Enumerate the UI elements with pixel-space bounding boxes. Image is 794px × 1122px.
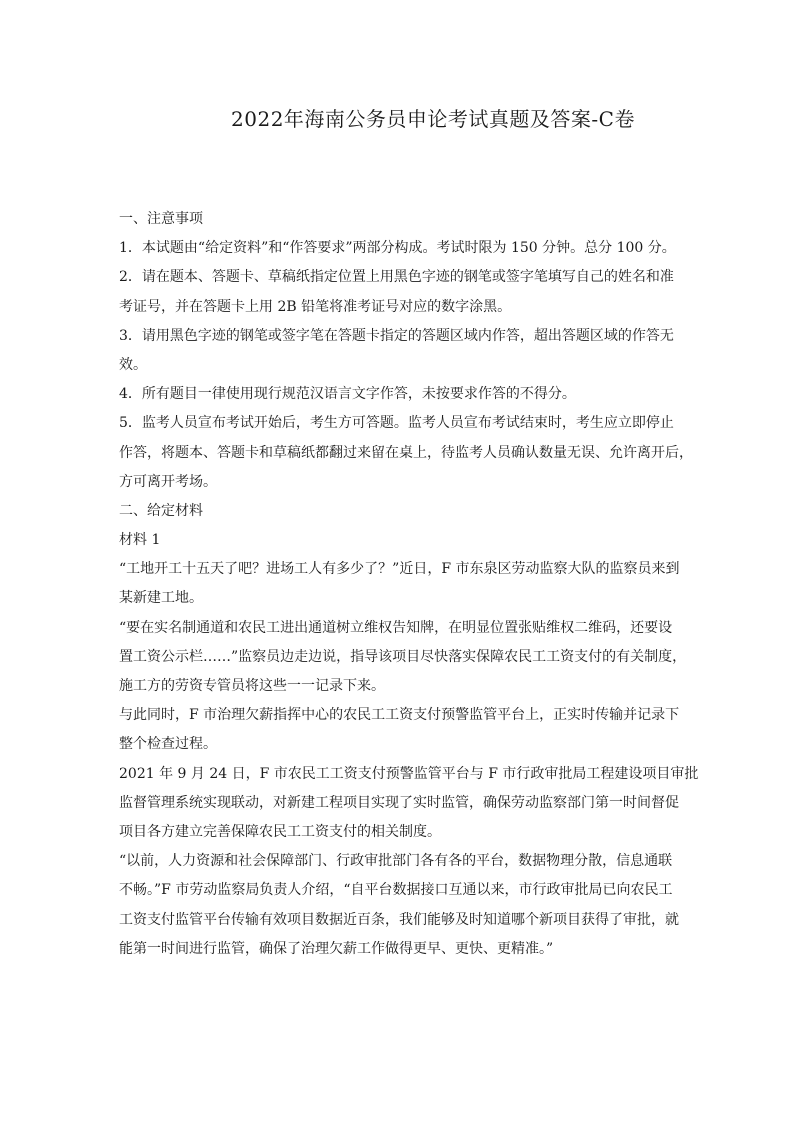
paragraph-line: “工地开工十五天了吧？进场工人有多少了？”近日，F 市东泉区劳动监察大队的监察员来到	[119, 561, 680, 578]
paragraph-line: “要在实名制通道和农民工进出通道树立维权告知牌，在明显位置张贴维权二维码，还要设	[119, 619, 673, 636]
paragraph-line: “以前，人力资源和社会保障部门、行政审批部门各有各的平台，数据物理分散，信息通联	[119, 853, 673, 870]
paragraph-line: 1．本试题由“给定资料”和“作答要求”两部分构成。考试时限为 150 分钟。总分 100 分。	[119, 240, 676, 257]
paragraph-line: 2．请在题本、答题卡、草稿纸指定位置上用黑色字迹的钢笔或签字笔填写自己的姓名和准	[119, 269, 674, 286]
document-title: 2022年海南公务员申论考试真题及答案-C卷	[231, 107, 635, 131]
document-body	[119, 205, 719, 964]
paragraph-line: 3．请用黑色字迹的钢笔或签字笔在答题卡指定的答题区域内作答，超出答题区域的作答无	[119, 327, 674, 344]
paragraph-line: 效。	[119, 356, 147, 373]
paragraph-line: 施工方的劳资专管员将这些一一记录下来。	[119, 678, 385, 694]
paragraph-line: 4．所有题目一律使用现行规范汉语言文字作答，未按要求作答的不得分。	[119, 386, 576, 403]
paragraph-line: 项目各方建立完善保障农民工工资支付的相关制度。	[119, 823, 441, 840]
paragraph-line: 5．监考人员宣布考试开始后，考生方可答题。监考人员宣布考试结束时，考生应立即停止	[119, 415, 674, 432]
paragraph-line: 整个检查过程。	[119, 736, 217, 753]
paragraph-line: 工资支付监管平台传输有效项目数据近百条，我们能够及时知道哪个新项目获得了审批，就	[119, 911, 679, 928]
paragraph-line: 监督管理系统实现联动，对新建工程项目实现了实时监管，确保劳动监察部门第一时间督促	[119, 794, 679, 811]
section-heading-materials: 二、给定材料	[119, 502, 203, 519]
paragraph-line: 能第一时间进行监管，确保了治理欠薪工作做得更早、更快、更精准。”	[119, 940, 554, 957]
section-heading-notes: 一、注意事项	[119, 211, 203, 227]
paragraph-line: 作答，将题本、答题卡和草稿纸都翻过来留在桌上，待监考人员确认数量无误、允许离开后，	[119, 444, 693, 461]
paragraph-line: 考证号，并在答题卡上用 2B 铅笔将准考证号对应的数字涂黑。	[119, 298, 512, 315]
material-label: 材料 1	[119, 532, 161, 549]
paragraph-line: 某新建工地。	[119, 590, 203, 607]
paragraph-line: 不畅。”F 市劳动监察局负责人介绍，“自平台数据接口互通以来，市行政审批局已向农民工	[119, 882, 673, 899]
paragraph-line: 2021 年 9 月 24 日，F 市农民工工资支付预警监管平台与 F 市行政审批局工程建设项目审批	[119, 765, 699, 782]
paragraph-line: 方可离开考场。	[119, 473, 217, 490]
paragraph-line: 与此同时，F 市治理欠薪指挥中心的农民工工资支付预警监管平台上，正实时传输并记录下	[119, 707, 680, 724]
paragraph-line: 置工资公示栏……”监察员边走边说，指导该项目尽快落实保障农民工工资支付的有关制度，	[119, 648, 687, 665]
